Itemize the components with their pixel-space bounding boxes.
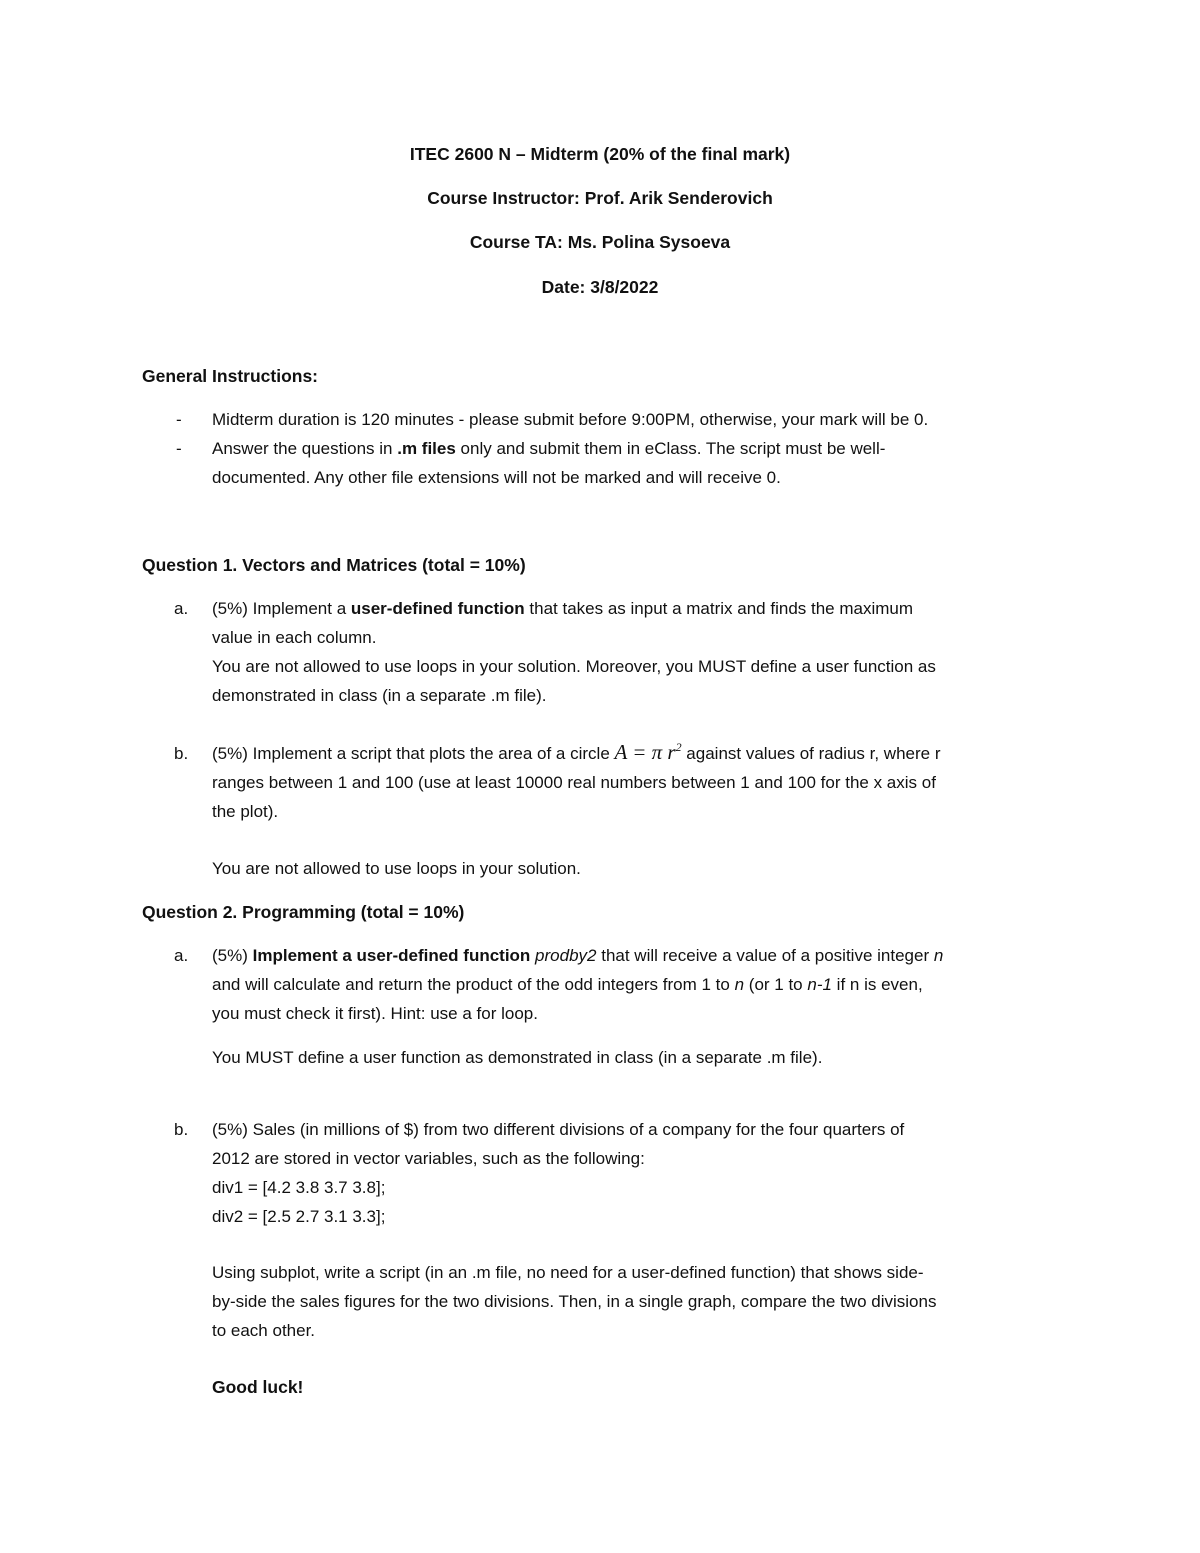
- instruction-files: Answer the questions in .m files only and submit them in eClass. The script must be well-: [212, 439, 886, 458]
- q2-b-div1: div1 = [4.2 3.8 3.7 3.8];: [212, 1178, 386, 1197]
- question-1-heading: Question 1. Vectors and Matrices (total = 10%): [142, 555, 526, 575]
- bullet-mark: -: [176, 439, 182, 458]
- course-ta: Course TA: Ms. Polina Sysoeva: [469, 232, 731, 252]
- instruction-duration: Midterm duration is 120 minutes - please submit before 9:00PM, otherwise, your mark will be 0.: [212, 410, 929, 429]
- q2-b-div2: div2 = [2.5 2.7 3.1 3.3];: [212, 1207, 386, 1226]
- q2-b-line6: by-side the sales figures for the two divisions. Then, in a single graph, compare the two divisions: [212, 1292, 937, 1311]
- q1-b-line3: the plot).: [212, 802, 279, 821]
- general-instructions-heading: General Instructions:: [142, 366, 319, 386]
- q1-b-line1: (5%) Implement a script that plots the area of a circle A = π $r^2$ against values of radius r, where r: [212, 740, 941, 764]
- q1-b-line4: You are not allowed to use loops in your solution.: [212, 859, 581, 878]
- q2-a-line4: You MUST define a user function as demonstrated in class (in a separate .m file).: [212, 1048, 823, 1067]
- q2-a-line3: you must check it first). Hint: use a for loop.: [212, 1004, 538, 1023]
- q2-b-line2: 2012 are stored in vector variables, such as the following:: [212, 1149, 645, 1168]
- q2-b-line7: to each other.: [212, 1321, 316, 1340]
- exam-date: Date: 3/8/2022: [541, 277, 659, 297]
- bullet-mark: -: [176, 410, 182, 429]
- q1-a-line4: demonstrated in class (in a separate .m file).: [212, 686, 547, 705]
- q1-a-line3: You are not allowed to use loops in your solution. Moreover, you MUST define a user function as: [212, 657, 936, 676]
- q2-a-marker: a.: [174, 946, 189, 965]
- q2-b-marker: b.: [174, 1120, 189, 1139]
- q1-b-marker: b.: [174, 744, 189, 763]
- q1-a-marker: a.: [174, 599, 189, 618]
- q2-a-line1: (5%) Implement a user-defined function prodby2 that will receive a value of a positive integer n: [212, 946, 944, 965]
- circle-area-equation: A = π $r^2$: [614, 740, 682, 764]
- question-2-heading: Question 2. Programming (total = 10%): [142, 902, 465, 922]
- closing-good-luck: Good luck!: [212, 1377, 304, 1397]
- q2-b-line1: (5%) Sales (in millions of $) from two different divisions of a company for the four quarters of: [212, 1120, 905, 1139]
- q2-a-line2: and will calculate and return the product of the odd integers from 1 to n (or 1 to n-1 if n is even,: [212, 975, 923, 994]
- q1-b-line2: ranges between 1 and 100 (use at least 10000 real numbers between 1 and 100 for the x axis of: [212, 773, 936, 792]
- exam-title: ITEC 2600 N – Midterm (20% of the final mark): [409, 144, 791, 164]
- q1-a-line1: (5%) Implement a user-defined function that takes as input a matrix and finds the maximum: [212, 599, 914, 618]
- course-instructor: Course Instructor: Prof. Arik Senderovich: [427, 188, 773, 208]
- q2-b-line5: Using subplot, write a script (in an .m file, no need for a user-defined function) that shows side-: [212, 1263, 924, 1282]
- q1-a-line2: value in each column.: [212, 628, 377, 647]
- instruction-files-cont: documented. Any other file extensions will not be marked and will receive 0.: [212, 468, 781, 487]
